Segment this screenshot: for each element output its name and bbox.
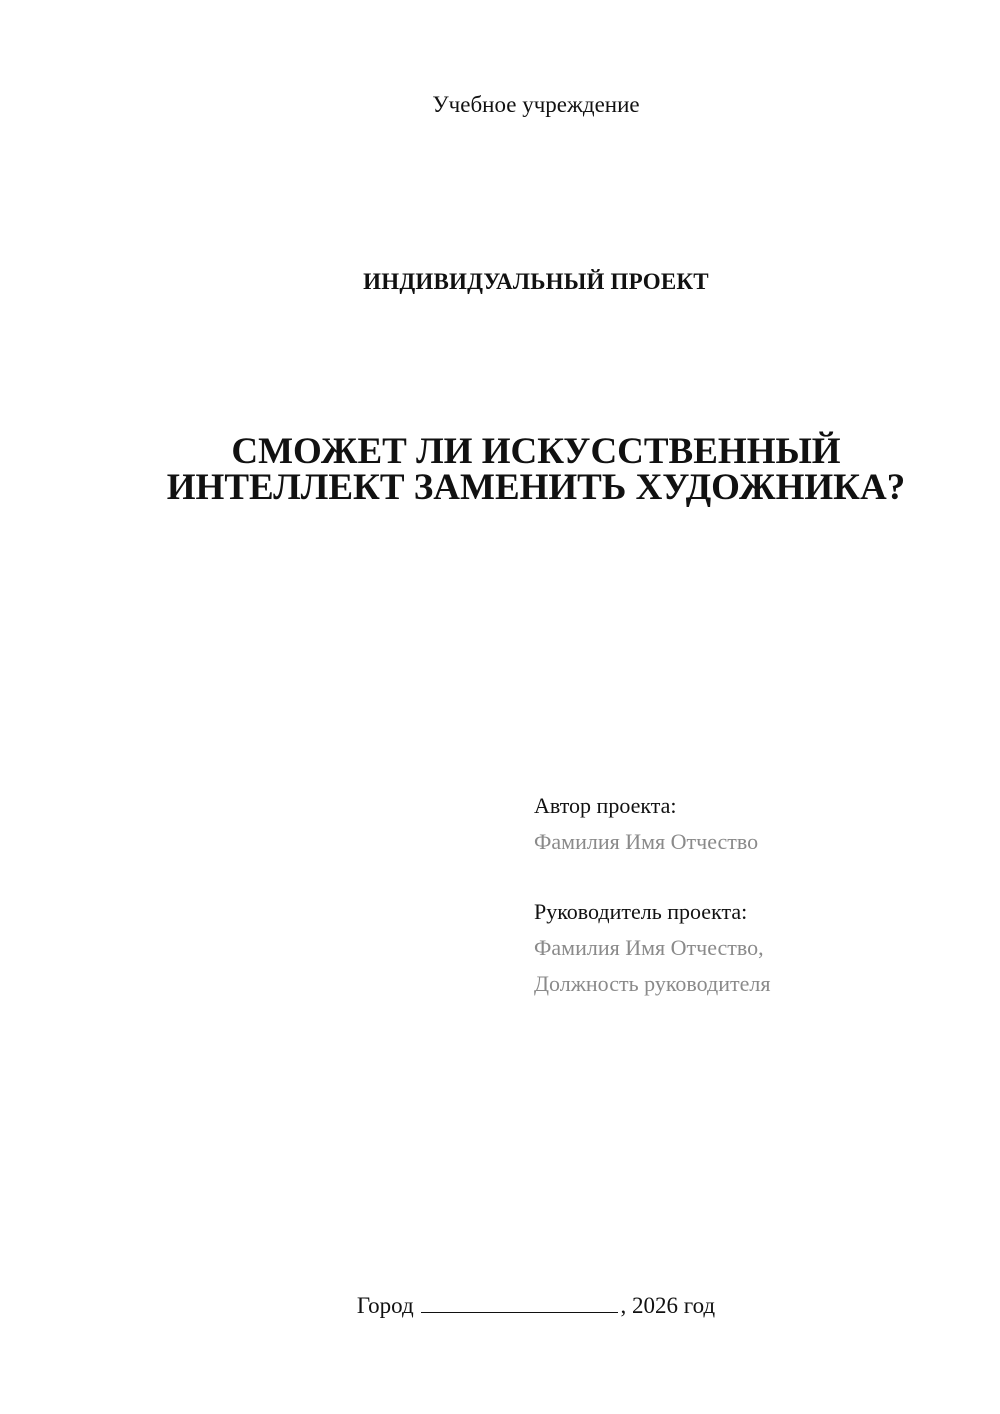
author-name: Фамилия Имя Отчество xyxy=(534,829,759,854)
document-type-heading: ИНДИВИДУАЛЬНЫЙ ПРОЕКТ xyxy=(363,269,709,294)
info-spacer xyxy=(534,860,974,894)
city-blank-line xyxy=(421,1290,618,1313)
footer-city-year xyxy=(0,1290,1000,1321)
project-title xyxy=(0,431,1000,508)
supervisor-position: Должность руководителя xyxy=(534,971,771,996)
city-label: Город xyxy=(356,1293,414,1318)
year-text: , 2026 год xyxy=(620,1293,716,1318)
project-title-line-1: СМОЖЕТ ЛИ ИСКУССТВЕННЫЙ xyxy=(231,431,841,472)
institution-name: Учебное учреждение xyxy=(432,92,640,117)
project-info-block xyxy=(534,788,974,1002)
supervisor-name: Фамилия Имя Отчество, xyxy=(534,935,764,960)
project-title-line-2: ИНТЕЛЛЕКТ ЗАМЕНИТЬ ХУДОЖНИКА? xyxy=(166,467,906,508)
supervisor-label: Руководитель проекта: xyxy=(534,899,748,924)
author-label: Автор проекта: xyxy=(534,793,677,818)
